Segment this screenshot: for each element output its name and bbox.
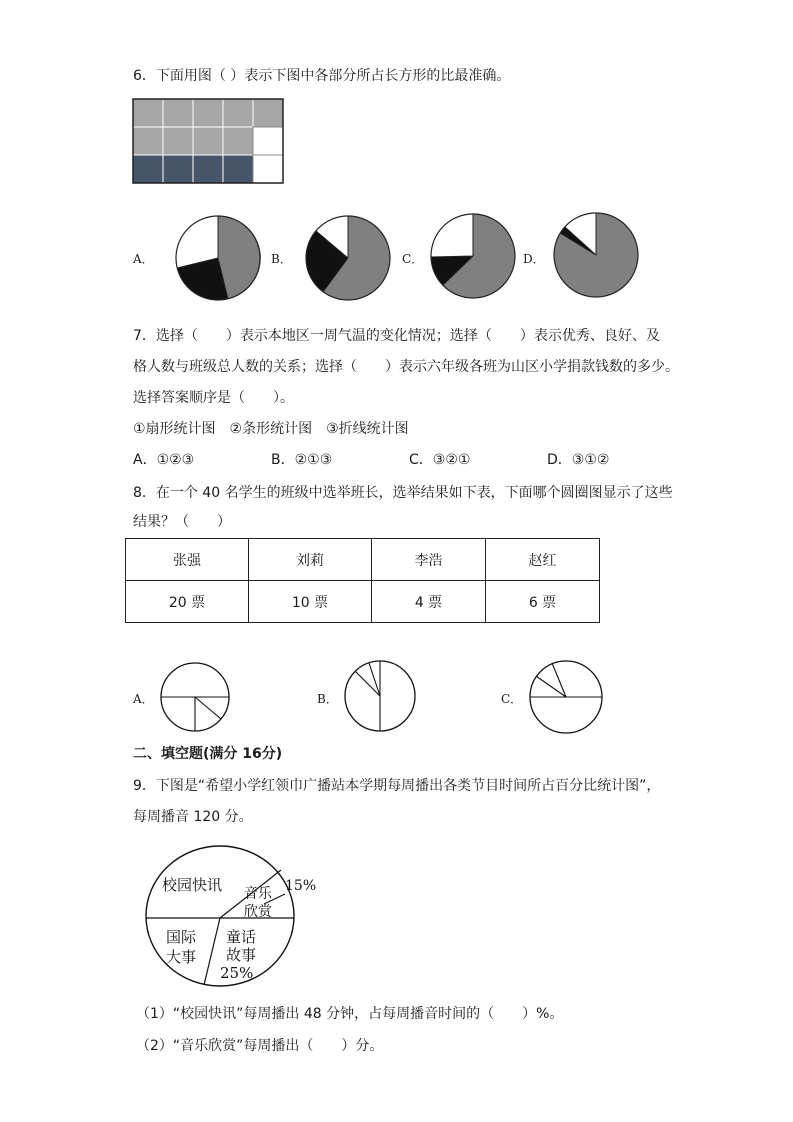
q9-line-2: 每周播音 120 分。	[133, 809, 253, 825]
grid-row-3	[133, 155, 283, 183]
q6-option-c-pie	[430, 213, 516, 299]
table-cell: 6 票	[486, 581, 600, 623]
pie-label-story-1: 童话	[226, 928, 257, 946]
table-cell: 10 票	[249, 581, 372, 623]
table-cell: 4 票	[372, 581, 486, 623]
pie-label-music-1: 音乐	[244, 886, 272, 902]
table-cell: 李浩	[372, 539, 486, 581]
q8-option-b-circle	[343, 659, 417, 733]
q7-option-b: B．②①③	[271, 452, 333, 468]
q7-option-d: D．③①②	[547, 452, 610, 468]
q6-option-a-label: A．	[133, 252, 154, 266]
q7-line-3: 选择答案顺序是（ ）。	[133, 390, 294, 406]
q8-votes-table	[125, 538, 600, 623]
table-cell: 赵红	[486, 539, 600, 581]
pie-label-music-pct: 15%	[285, 878, 317, 894]
q8-option-b-label: B．	[317, 692, 338, 706]
pie-label-story-pct: 25%	[220, 964, 254, 982]
q6-option-a-pie	[175, 215, 261, 301]
table-row	[126, 539, 600, 581]
q7-line-2: 格人数与班级总人数的关系；选择（ ）表示六年级各班为山区小学捐款钱数的多少。	[133, 359, 679, 375]
q6-option-c-label: C．	[402, 252, 424, 266]
q8-line-1: 8．在一个 40 名学生的班级中选举班长，选举结果如下表，下面哪个圆圈图显示了这些	[133, 485, 673, 501]
pie-label-campus: 校园快讯	[162, 876, 223, 894]
table-cell: 刘莉	[249, 539, 372, 581]
q9-broadcast-pie	[140, 842, 330, 992]
q6-option-b-label: B．	[271, 252, 292, 266]
pie-label-story-2: 故事	[226, 946, 257, 964]
q6-option-d-label: D．	[523, 252, 545, 266]
q8-option-c-circle	[528, 659, 604, 735]
q8-option-a-circle	[159, 661, 231, 733]
pie-label-intl-1: 国际	[166, 928, 197, 946]
table-cell: 20 票	[126, 581, 249, 623]
q6-grid-figure	[132, 98, 286, 186]
section-2-title: 二、填空题(满分 16分)	[133, 746, 283, 762]
q7-option-c: C．③②①	[409, 452, 471, 468]
q9-sub-question-2: （2）“音乐欣赏”每周播出（ ）分。	[136, 1038, 384, 1054]
q8-line-2: 结果？（ ）	[133, 514, 231, 530]
q6-option-d-pie	[553, 212, 639, 298]
q7-choices: ①扇形统计图 ②条形统计图 ③折线统计图	[133, 421, 409, 437]
q8-option-c-label: C．	[501, 692, 523, 706]
pie-label-music-2: 欣赏	[244, 904, 272, 920]
grid-row-2	[133, 127, 283, 155]
table-row	[126, 581, 600, 623]
q7-line-1: 7．选择（ ）表示本地区一周气温的变化情况；选择（ ）表示优秀、良好、及	[133, 328, 660, 344]
table-cell: 张强	[126, 539, 249, 581]
grid-row-1	[133, 99, 283, 127]
q8-option-a-label: A．	[133, 692, 154, 706]
q6-option-b-pie	[305, 215, 391, 301]
q9-line-1: 9．下图是“希望小学红领巾广播站本学期每周播出各类节目时间所占百分比统计图”，	[133, 778, 661, 794]
q9-sub-question-1: （1）“校园快讯”每周播出 48 分钟，占每周播音时间的（ ）%。	[136, 1006, 564, 1022]
pie-label-intl-2: 大事	[166, 948, 197, 966]
q7-option-a: A．①②③	[133, 452, 195, 468]
q6-text: 6．下面用图（ ）表示下图中各部分所占长方形的比最准确。	[133, 68, 511, 84]
